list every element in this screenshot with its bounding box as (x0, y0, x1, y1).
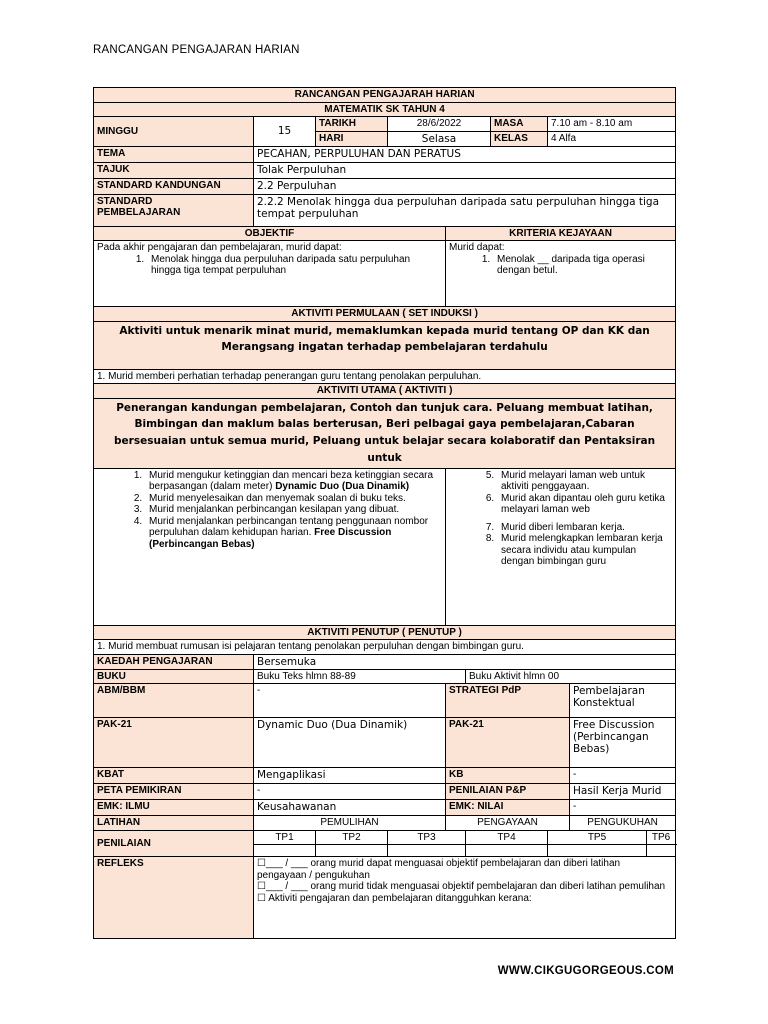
kb-value: - (570, 768, 676, 784)
objektif-intro: Pada akhir pengajaran dan pembelajaran, murid dapat: (97, 242, 342, 254)
utama-body: Penerangan kandungan pembelajaran, Contoh dan tunjuk cara. Peluang membuat latihan, Bimbingan dan maklum balas berterusan, Beri pelbagai gaya pembelajaran,Cabaran bersesuaian untuk semua murid, Peluang untuk belajar secara kolaboratif dan Pentaksiran untuk (94, 398, 676, 468)
tp-box[interactable] (548, 845, 647, 857)
kbat-label: KBAT (94, 768, 254, 784)
kelas-value: 4 Alfa (548, 131, 676, 146)
standard-kandungan-value: 2.2 Perpuluhan (254, 178, 676, 194)
objektif-heading: OBJEKTIF (94, 226, 446, 241)
kriteria-body (446, 241, 676, 307)
tp-level[interactable]: TP6 (647, 830, 676, 845)
latihan-option[interactable]: PENGUKUHAN (570, 816, 676, 831)
emk-ilmu-label: EMK: ILMU (94, 800, 254, 816)
tp-box[interactable] (254, 845, 316, 857)
emk-nilai-label: EMK: NILAI (446, 800, 570, 816)
utama-step-strategy: Dynamic Duo (Dua Dinamik) (275, 481, 410, 493)
tp-level[interactable]: TP5 (548, 830, 647, 845)
kriteria-list (449, 254, 672, 277)
refleks-line[interactable]: ☐___ / ___ orang murid dapat menguasai objektif pembelajaran dan diberi latihan pengayaan / pengukuhan (257, 858, 621, 881)
utama-step: 5. Murid melayari laman web untuk aktiviti penggayaan. (497, 470, 672, 493)
objektif-body (94, 241, 446, 307)
masa-label: MASA (491, 117, 548, 132)
utama-step: 8. Murid melengkapkan lembaran kerja secara individu atau kumpulan dengan bimbingan guru (497, 533, 672, 568)
kbat-value: Mengaplikasi (254, 768, 446, 784)
tp-box[interactable] (466, 845, 548, 857)
lesson-plan-table (93, 87, 676, 939)
tajuk-value: Tolak Perpuluhan (254, 162, 676, 178)
permulaan-step: 1. Murid memberi perhatian terhadap penerangan guru tentang penolakan perpuluhan. (94, 369, 676, 384)
buku-label: BUKU (94, 669, 254, 684)
abm-label: ABM/BBM (94, 684, 254, 718)
standard-kandungan-label: STANDARD KANDUNGAN (94, 178, 254, 194)
refleks-body (254, 857, 676, 939)
standard-pembelajaran-label (94, 194, 254, 226)
header-subject: MATEMATIK SK TAHUN 4 (94, 102, 676, 117)
peta-label: PETA PEMIKIRAN (94, 784, 254, 800)
pak21-label: PAK-21 (94, 718, 254, 768)
strategi-label: STRATEGI PdP (446, 684, 570, 718)
tarikh-value: 28/6/2022 (388, 117, 491, 132)
masa-value: 7.10 am - 8.10 am (548, 117, 676, 132)
refleks-line[interactable]: ☐ Aktiviti pengajaran dan pembelajaran ditangguhkan kerana: (257, 892, 532, 904)
objektif-item: 1. Menolak hingga dua perpuluhan daripada satu perpuluhan hingga tiga tempat perpuluhan (147, 254, 442, 277)
utama-left-list (97, 470, 442, 551)
utama-left-steps (94, 468, 446, 625)
peta-value: - (254, 784, 446, 800)
tajuk-label: TAJUK (94, 162, 254, 178)
utama-step-text: Murid menjalankan perbincangan tentang penggunaan nombor perpuluhan dalam kehidupan harian. (149, 515, 429, 539)
penilaian-pp-label: PENILAIAN P&P (446, 784, 570, 800)
hari-value: Selasa (388, 131, 491, 146)
buku-teks: Buku Teks hlmn 88-89 (254, 669, 466, 684)
utama-right-steps (446, 468, 676, 625)
tp-box[interactable] (388, 845, 466, 857)
pak21-value: Dynamic Duo (Dua Dinamik) (254, 718, 446, 768)
sp-label-line1: STANDARD (97, 195, 153, 207)
utama-step: 7. Murid diberi lembaran kerja. (497, 522, 672, 534)
pak21-value-2: Free Discussion (Perbincangan Bebas) (570, 718, 676, 768)
utama-step: 3. Murid menjalankan perbincangan kesilapan yang dibuat. (145, 504, 442, 516)
tp-level[interactable]: TP2 (316, 830, 388, 845)
minggu-value: 15 (254, 117, 316, 147)
permulaan-body: Aktiviti untuk menarik minat murid, memaklumkan kepada murid tentang OP dan KK dan Merangsang ingatan terhadap pembelajaran terdahulu (94, 321, 676, 369)
permulaan-heading: AKTIVITI PERMULAAN ( SET INDUKSI ) (94, 307, 676, 322)
tp-level[interactable]: TP3 (388, 830, 466, 845)
latihan-label: LATIHAN (94, 816, 254, 831)
tp-level[interactable]: TP1 (254, 830, 316, 845)
kaedah-value: Bersemuka (254, 654, 676, 669)
kaedah-label: KAEDAH PENGAJARAN (94, 654, 254, 669)
utama-step (145, 470, 442, 493)
utama-step: 2. Murid menyelesaikan dan menyemak soalan di buku teks. (145, 493, 442, 505)
utama-right-list (449, 470, 672, 568)
minggu-label: MINGGU (94, 117, 254, 147)
buku-aktiviti: Buku Aktivit hlmn 00 (466, 669, 676, 684)
tp-box[interactable] (316, 845, 388, 857)
kriteria-heading: KRITERIA KEJAYAAN (446, 226, 676, 241)
penutup-step: 1. Murid membuat rumusan isi pelajaran tentang penolakan perpuluhan dengan bimbingan guru. (94, 640, 676, 655)
hari-label: HARI (316, 131, 388, 146)
utama-step-text: Murid mengukur ketinggian dan mencari beza ketinggian secara berpasangan (dalam meter) (149, 469, 434, 493)
tp-level[interactable]: TP4 (466, 830, 548, 845)
kb-label: KB (446, 768, 570, 784)
objektif-list (97, 254, 442, 277)
kriteria-intro: Murid dapat: (449, 242, 505, 254)
refleks-line[interactable]: ☐___ / ___ orang murid tidak menguasai objektif pembelajaran dan diberi latihan pemulihan (257, 881, 666, 893)
latihan-option[interactable]: PENGAYAAN (446, 816, 570, 831)
abm-value: - (254, 684, 446, 718)
penutup-heading: AKTIVITI PENUTUP ( PENUTUP ) (94, 625, 676, 640)
utama-step-strategy: Free Discussion (Perbincangan Bebas) (149, 527, 392, 550)
refleks-label: REFLEKS (94, 857, 254, 939)
utama-step: 6. Murid akan dipantau oleh guru ketika melayari laman web (497, 493, 672, 516)
emk-nilai-value: - (570, 800, 676, 816)
penilaian-pp-value: Hasil Kerja Murid (570, 784, 676, 800)
latihan-option[interactable]: PEMULIHAN (254, 816, 446, 831)
kriteria-item: 1. Menolak __ daripada tiga operasi dengan betul. (493, 254, 672, 277)
utama-heading: AKTIVITI UTAMA ( AKTIVITI ) (94, 384, 676, 399)
emk-ilmu-value: Keusahawanan (254, 800, 446, 816)
standard-pembelajaran-value: 2.2.2 Menolak hingga dua perpuluhan daripada satu perpuluhan hingga tiga tempat perpuluhan (254, 194, 676, 226)
penilaian-label: PENILAIAN (94, 830, 254, 857)
tp-box[interactable] (647, 845, 676, 857)
tarikh-label: TARIKH (316, 117, 388, 132)
utama-step (145, 516, 442, 551)
tema-value: PECAHAN, PERPULUHAN DAN PERATUS (254, 146, 676, 162)
kelas-label: KELAS (491, 131, 548, 146)
document-title: RANCANGAN PENGAJARAN HARIAN (93, 44, 300, 56)
header-title: RANCANGAN PENGAJARAH HARIAN (94, 88, 676, 103)
strategi-value: Pembelajaran Konstektual (570, 684, 676, 718)
footer-website[interactable]: WWW.CIKGUGORGEOUS.COM (497, 965, 674, 977)
pak21-label-2: PAK-21 (446, 718, 570, 768)
sp-label-line2: PEMBELAJARAN (97, 207, 181, 219)
tema-label: TEMA (94, 146, 254, 162)
